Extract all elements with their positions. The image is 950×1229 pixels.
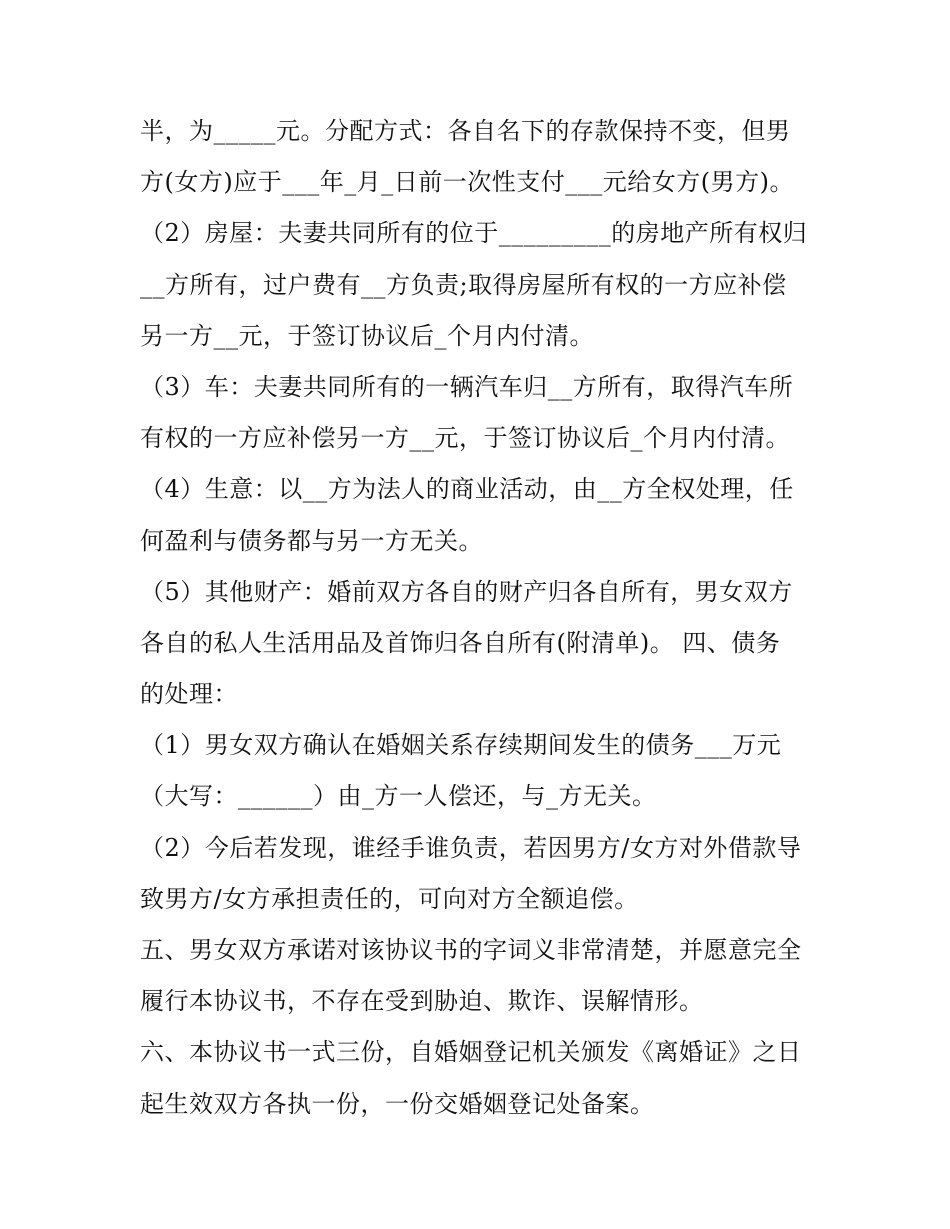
text-line: 方(女方)应于___年_月_日前一次性支付___元给女方(男方)。 — [140, 168, 794, 197]
text-line: __方所有，过户费有__方负责;取得房屋所有权的一方应补偿 — [140, 270, 787, 299]
text-line: （大写：______）由_方一人偿还，与_方无关。 — [140, 782, 657, 811]
text-line: （3）车：夫妻共同所有的一辆汽车归__方所有，取得汽车所 — [140, 372, 794, 401]
text-line: 有权的一方应补偿另一方__元，于签订协议后_个月内付清。 — [140, 424, 790, 453]
text-line: 致男方/女方承担责任的，可向对方全额追偿。 — [140, 884, 639, 913]
text-line: 半，为_____元。分配方式：各自名下的存款保持不变，但男 — [140, 117, 791, 145]
text-line: 各自的私人生活用品及首饰归各自所有(附清单)。 四、债务 — [140, 628, 781, 657]
text-line: 起生效双方各执一份，一份交婚姻登记处备案。 — [140, 1089, 655, 1118]
text-line: （2）今后若发现，谁经手谁负责，若因男方/女方对外借款导 — [140, 833, 802, 862]
text-line: 的处理： — [140, 680, 238, 709]
text-line: （1）男女双方确认在婚姻关系存续期间发生的债务___万元 — [140, 731, 782, 760]
text-line: （2）房屋：夫妻共同所有的位于_________的房地产所有权归 — [140, 219, 808, 248]
text-line: 另一方__元，于签订协议后_个月内付清。 — [140, 321, 594, 350]
text-line: 六、本协议书一式三份，自婚姻登记机关颁发《离婚证》之日 — [140, 1038, 802, 1067]
text-line: （5）其他财产：婚前双方各自的财产归各自所有，男女双方 — [140, 577, 793, 606]
text-line: 何盈利与债务都与另一方无关。 — [140, 526, 483, 555]
text-line: 履行本协议书，不存在受到胁迫、欺诈、误解情形。 — [140, 987, 704, 1016]
text-line: 五、男女双方承诺对该协议书的字词义非常清楚，并愿意完全 — [140, 936, 802, 964]
text-line: （4）生意：以__方为法人的商业活动，由__方全权处理，任 — [140, 475, 794, 504]
document-body — [140, 106, 820, 1130]
